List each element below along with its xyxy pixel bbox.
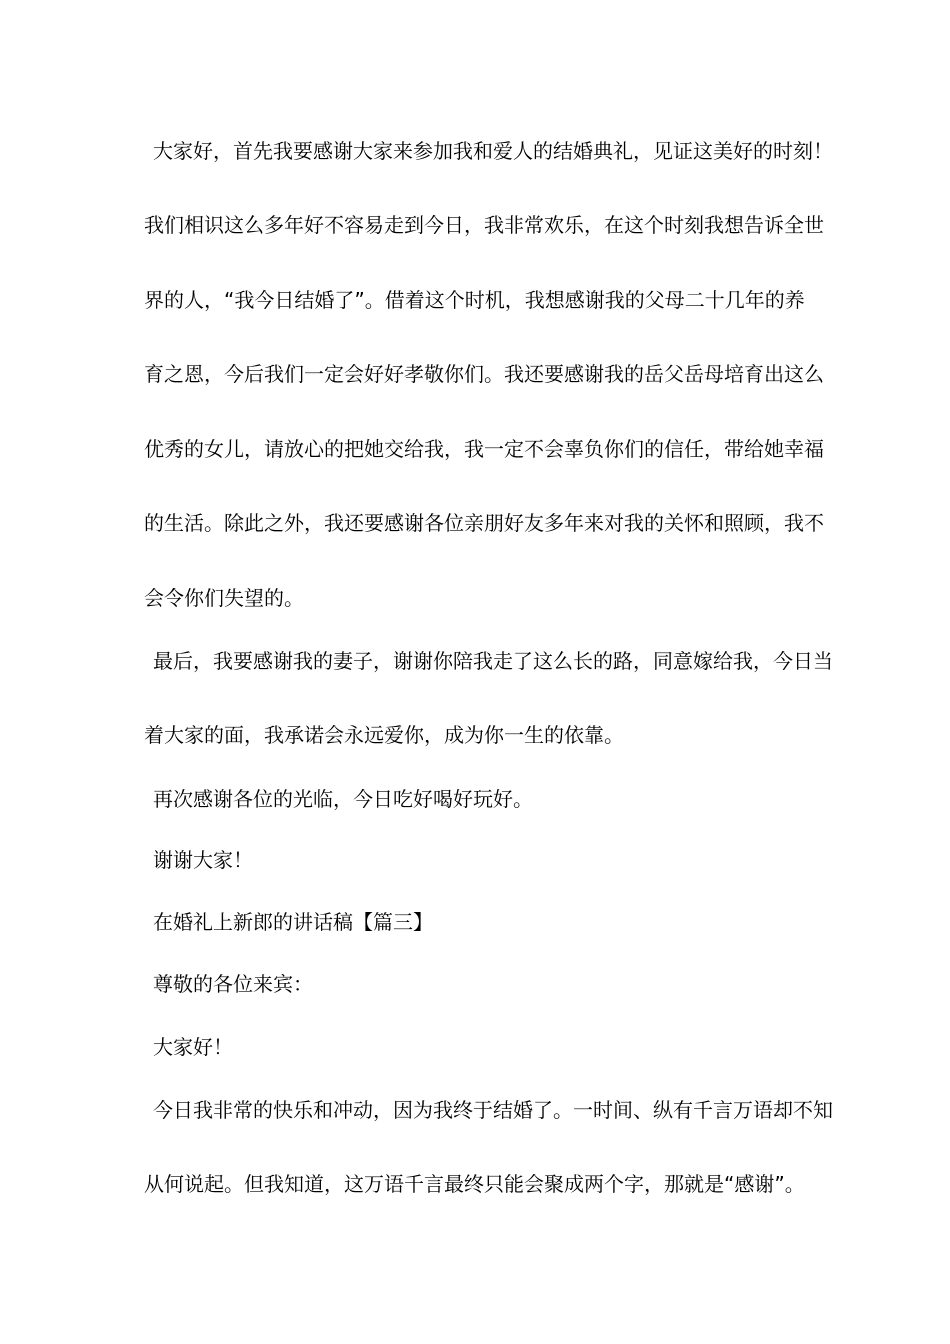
paragraph-line: 会令你们失望的。 — [144, 586, 304, 610]
greeting: 大家好！ — [153, 1035, 233, 1059]
paragraph-line: 界的人，“我今日结婚了”。借着这个时机，我想感谢我的父母二十几年的养 — [144, 288, 805, 312]
paragraph-line: 的生活。除此之外，我还要感谢各位亲朋好友多年来对我的关怀和照顾，我不 — [144, 511, 824, 535]
section-heading: 在婚礼上新郎的讲话稿【篇三】 — [153, 910, 433, 934]
paragraph-line: 我们相识这么多年好不容易走到今日，我非常欢乐，在这个时刻我想告诉全世 — [144, 213, 824, 237]
paragraph-line: 再次感谢各位的光临，今日吃好喝好玩好。 — [153, 787, 533, 811]
paragraph-line: 育之恩，今后我们一定会好好孝敬你们。我还要感谢我的岳父岳母培育出这么 — [144, 362, 824, 386]
paragraph-line: 大家好，首先我要感谢大家来参加我和爱人的结婚典礼，见证这美好的时刻！ — [153, 139, 833, 163]
paragraph-line: 优秀的女儿，请放心的把她交给我，我一定不会辜负你们的信任，带给她幸福 — [144, 437, 824, 461]
paragraph-line: 今日我非常的快乐和冲动，因为我终于结婚了。一时间、纵有千言万语却不知 — [153, 1098, 833, 1122]
paragraph-line: 谢谢大家！ — [153, 848, 253, 872]
salutation: 尊敬的各位来宾： — [153, 972, 313, 996]
paragraph-line: 最后，我要感谢我的妻子，谢谢你陪我走了这么长的路，同意嫁给我，今日当 — [153, 649, 833, 673]
paragraph-line: 着大家的面，我承诺会永远爱你，成为你一生的依靠。 — [144, 723, 624, 747]
paragraph-line: 从何说起。但我知道，这万语千言最终只能会聚成两个字，那就是“感谢”。 — [144, 1172, 805, 1196]
